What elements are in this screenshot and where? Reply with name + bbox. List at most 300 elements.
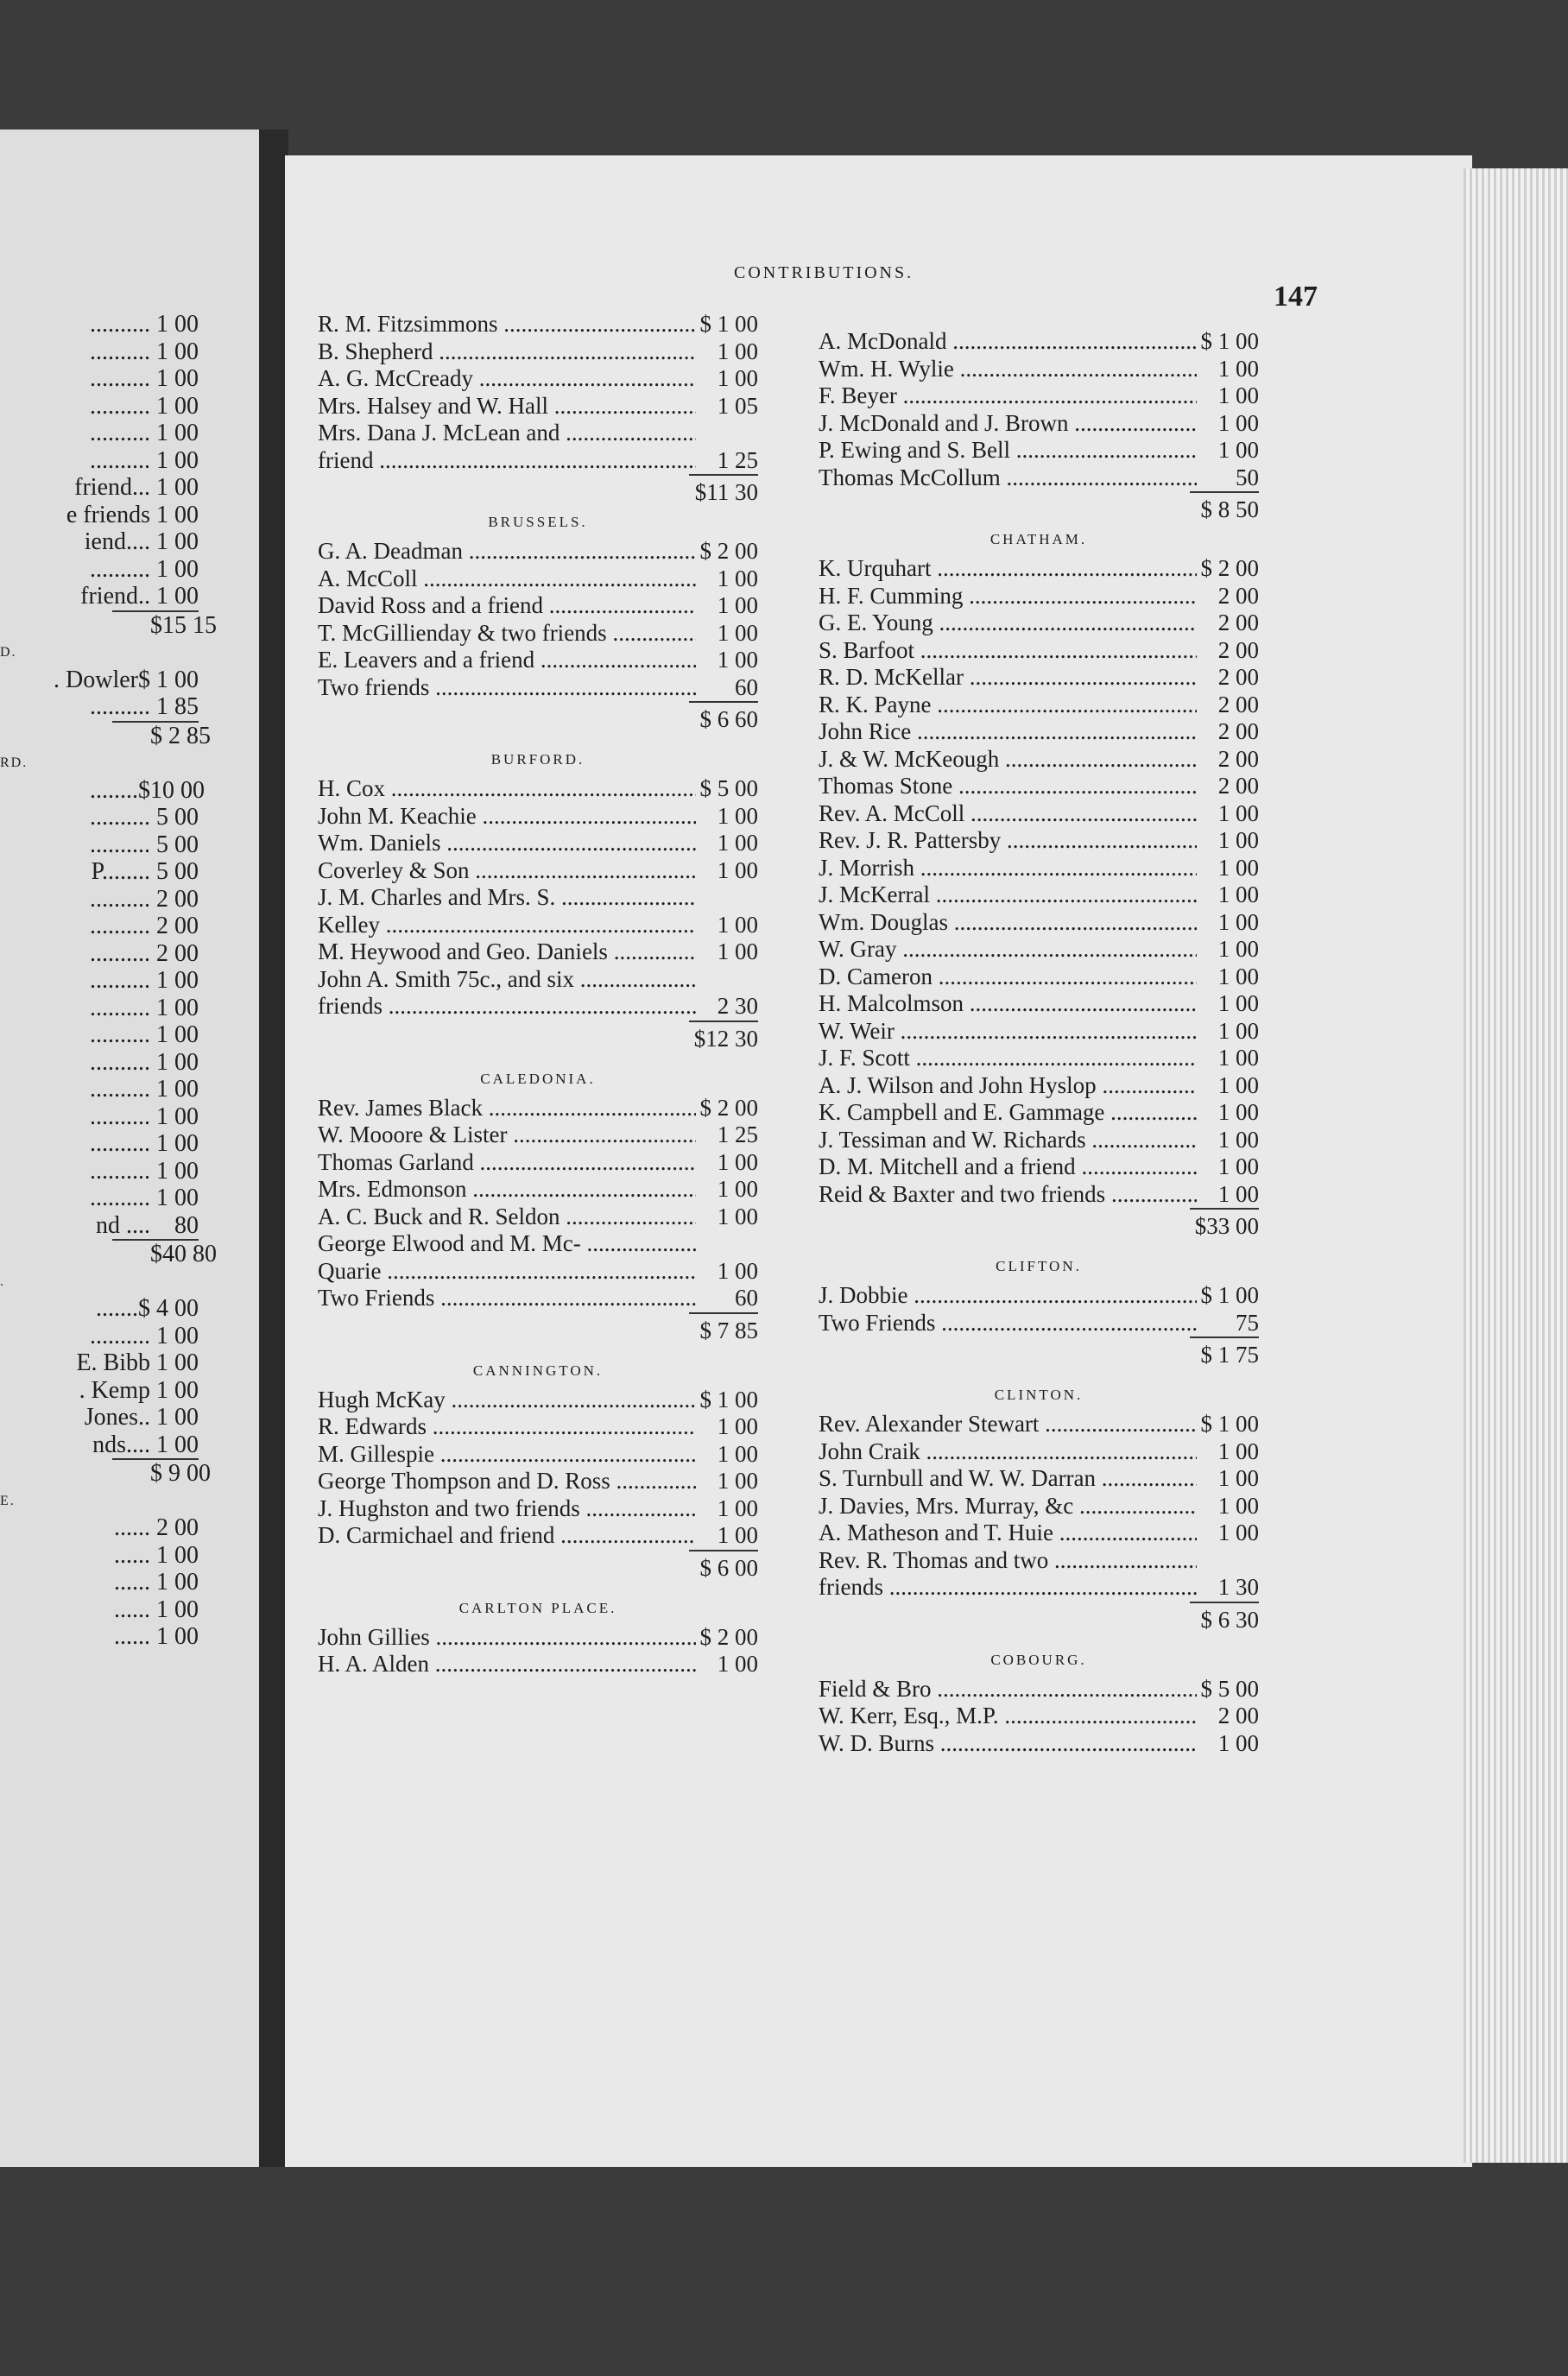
section-total [318,701,758,732]
entry-name: Wm. Daniels ..... [318,830,696,857]
page-edges [1464,168,1568,2163]
entry-amount: 1 00 [717,365,758,391]
left-fragment-line [112,610,217,640]
entry-amount: 1 00 [717,1176,758,1202]
entry-line [819,1520,1259,1547]
left-fragment-text: .......... [90,693,150,720]
left-fragment-line [0,528,199,556]
entry-name: Field & Bro ..... [819,1676,1197,1703]
left-fragment-text: .......... [90,1185,150,1211]
entry-name: K. Urquhart ..... [819,555,1197,583]
entry-line [819,1045,1259,1072]
entry-amount: 1 00 [717,1413,758,1439]
entry-line [819,1465,1259,1493]
entry-name: A. Matheson and T. Huie ..... [819,1520,1197,1547]
entry-line [819,773,1259,800]
entry-name: H. F. Cumming ..... [819,583,1197,610]
left-fragment-amount: 1 00 [156,446,199,474]
entry-name: F. Beyer ..... [819,382,1197,410]
entry-amount [696,966,758,994]
entry-amount: $ 1 00 [1200,328,1259,354]
entry-name: Two Friends ..... [318,1285,696,1312]
entry-name: friend ..... [318,447,696,475]
left-fragment-text: .......... [90,1322,150,1349]
entry-amount: 1 00 [1217,1153,1259,1179]
entry-line [819,664,1259,692]
left-fragment-line [0,1185,199,1212]
section-gap [819,1633,1259,1643]
entry-name: Mrs. Edmonson ..... [318,1176,696,1204]
entry-line [318,1204,758,1231]
entry-amount: 2 00 [1217,718,1259,744]
left-fragment-amount [150,1488,199,1515]
left-fragment-line [0,858,199,886]
left-fragment-text: e friends [66,501,150,528]
entry-line [318,1522,758,1550]
entry-name: J. Tessiman and W. Richards ..... [819,1127,1197,1154]
section-title: CHATHAM. [989,531,1088,547]
section-title: CALEDONIA. [480,1070,596,1087]
entry-amount: 1 00 [717,647,758,673]
left-fragment-line [0,804,199,831]
left-fragment-amount: 5 00 [156,804,199,831]
section-gap [819,1368,1259,1378]
section-title: CLINTON. [994,1387,1084,1403]
left-fragment-amount: 1 00 [156,1596,199,1623]
left-fragment-text: nds.... [92,1431,150,1458]
section-total [819,1208,1259,1239]
entry-amount: 1 00 [1217,1520,1259,1545]
left-fragment-amount: 1 00 [156,1322,199,1349]
entry-amount: 1 25 [717,446,758,473]
entry-name: R. D. McKellar ..... [819,664,1197,692]
left-fragment-text: iend.... [84,528,150,555]
entry-line [318,538,758,566]
left-fragment-text: nd .... [96,1211,150,1239]
entry-line [819,990,1259,1018]
entry-amount: 1 00 [717,802,758,829]
entry-line [318,912,758,939]
left-fragment-line [112,1458,211,1488]
left-fragment-line [112,1239,217,1268]
left-fragment-text [112,1241,150,1268]
entry-amount: $ 5 00 [1200,1675,1259,1702]
left-fragment-text [112,612,150,640]
entry-line [819,464,1259,492]
entry-line [819,1282,1259,1310]
entry-line [819,437,1259,464]
entry-line [318,1095,758,1122]
total-amount: $11 30 [689,474,758,505]
entry-name: R. K. Payne ..... [819,692,1197,719]
left-fragment-amount [150,749,199,777]
entry-name: J. Davies, Mrs. Murray, &c ..... [819,1493,1197,1520]
left-fragment-text: .......... [90,1130,150,1157]
left-fragment-text: .......... [90,1076,150,1103]
left-fragment-text: .......... [90,1048,150,1076]
entry-name: A. G. McCready ..... [318,365,696,393]
entry-amount: 1 00 [717,338,758,364]
total-spacer [819,491,1190,522]
entry-line [819,1127,1259,1154]
entry-amount: 1 00 [717,619,758,646]
section-gap [318,1343,758,1354]
entry-line [819,882,1259,909]
left-fragment-line [0,338,199,366]
entry-line [819,1547,1259,1575]
left-fragment-line [0,447,199,475]
left-fragment-line [0,995,199,1022]
entry-name: E. Leavers and a friend ..... [318,647,696,674]
entry-amount: 1 00 [1217,1180,1259,1207]
entry-amount: 1 00 [1217,799,1259,826]
left-fragment-amount: 1 00 [156,1048,199,1076]
left-fragment-line [0,1323,199,1350]
entry-line [318,966,758,994]
section-total [318,474,758,505]
left-fragment-amount: 1 00 [156,501,199,528]
page-number: 147 [1274,281,1318,313]
entry-name: Wm. Douglas ..... [819,909,1197,937]
entry-line [318,1624,758,1652]
entry-line [318,1122,758,1149]
left-fragment-text [112,723,150,750]
entry-amount: 1 00 [1217,1099,1259,1125]
left-fragment-text: D. [0,645,17,660]
entry-amount: 2 30 [717,993,758,1019]
entry-line [318,1176,758,1204]
entry-amount: 1 00 [1217,382,1259,408]
entry-amount: 1 00 [717,1494,758,1521]
section-gap [819,1757,1259,1767]
left-fragment-amount: 1 00 [156,1076,199,1103]
left-fragment-text: friend.. [80,583,150,610]
entry-amount: 1 00 [717,592,758,618]
entry-amount: 1 00 [1217,882,1259,907]
entry-name: W. Gray ..... [819,936,1197,964]
total-spacer [318,1021,689,1052]
entry-name: Thomas McCollum ..... [819,464,1197,492]
left-fragment-text: .......... [90,420,150,446]
left-fragment-amount [150,1268,199,1296]
section-total [819,491,1259,522]
total-amount: $33 00 [1190,1208,1259,1239]
left-fragment-amount: 1 00 [156,392,199,420]
entry-line [819,1099,1259,1127]
left-fragment-line [0,1021,199,1049]
entry-name: John Rice ..... [819,718,1197,746]
entry-name: G. E. Young ..... [819,610,1197,637]
left-fragment-text: ........$ [90,776,150,804]
entry-amount: 1 00 [1217,963,1259,989]
entry-amount: 1 00 [1217,1729,1259,1756]
left-fragment-amount: 1 00 [156,967,199,994]
entry-name: Mrs. Halsey and W. Hall ..... [318,393,696,420]
entry-name: H. A. Alden ..... [318,1651,696,1678]
total-spacer [318,474,689,505]
left-fragment-text: ...... [114,1541,150,1569]
entry-line [819,964,1259,991]
left-fragment-text: ...... [114,1623,150,1650]
left-fragment-text: . Dowler$ [54,666,150,693]
left-fragment-line [0,1049,199,1077]
entry-amount: 1 00 [717,1257,758,1284]
entry-line [318,420,758,447]
left-fragment-line [0,967,199,995]
entry-amount: 1 00 [717,1522,758,1548]
left-fragment-amount: 1 00 [156,583,199,610]
section-title: CARLTON PLACE. [458,1599,617,1616]
entry-line [819,1153,1259,1181]
entry-line [318,1258,758,1286]
left-fragment-text: ...... [114,1514,150,1541]
entry-line [318,1468,758,1495]
entry-line [819,855,1259,882]
entry-amount: $ 2 00 [699,538,758,564]
entry-line [318,674,758,702]
column-2 [819,328,1259,1767]
entry-name: D. Carmichael and friend ..... [318,1522,696,1550]
entry-amount: 1 05 [717,392,758,419]
section-total [318,1021,758,1052]
entry-name: J. F. Scott ..... [819,1045,1197,1072]
left-fragment-line [0,583,199,610]
entry-amount: 2 00 [1217,773,1259,799]
left-fragment-text: Jones.. [84,1404,150,1431]
entry-name: P. Ewing and S. Bell ..... [819,437,1197,464]
entry-amount: $ 1 00 [699,311,758,337]
left-fragment-text: .......... [90,994,150,1021]
entry-amount: 1 00 [717,856,758,883]
entry-line [819,1438,1259,1466]
left-fragment-amount: 1 00 [156,1021,199,1048]
entry-amount [1197,1547,1259,1575]
entry-name: Mrs. Dana J. McLean and ..... [318,420,696,447]
entry-amount: 1 00 [717,1651,758,1677]
entry-line [819,356,1259,383]
left-fragment-line [0,474,199,502]
left-fragment-line [0,913,199,940]
left-fragment-text [112,1460,150,1488]
entry-name: Thomas Garland ..... [318,1149,696,1177]
entry-amount: $ 5 00 [699,775,758,801]
section-total [819,1602,1259,1633]
entry-line [318,1413,758,1441]
left-fragment-line [0,886,199,913]
left-fragment-amount: 1 00 [156,555,199,583]
entry-line [318,311,758,338]
left-fragment-amount: 1 00 [156,1376,199,1404]
entry-line [819,746,1259,774]
entry-line [819,610,1259,637]
total-amount: $ 1 75 [1190,1336,1259,1368]
entry-amount: 60 [735,673,758,700]
left-fragment-line [0,420,199,447]
left-fragment-amount: 1 00 [156,311,199,338]
entry-line [318,620,758,648]
entry-line [318,1387,758,1414]
entry-amount: 1 00 [717,1468,758,1494]
entry-name: J. M. Charles and Mrs. S. ..... [318,884,696,912]
left-fragment-text: .......... [90,831,150,858]
entry-amount: 1 25 [717,1122,758,1147]
entry-line [819,692,1259,719]
total-spacer [819,1336,1190,1368]
entry-amount: $ 2 00 [699,1623,758,1650]
left-fragment-amount: 1 00 [156,1431,199,1458]
entry-amount: 1 00 [1217,1492,1259,1519]
entry-name: Kelley ..... [318,912,696,939]
left-fragment-amount: 1 00 [156,1541,199,1569]
book-gutter [259,130,288,2167]
column-1 [318,311,758,1689]
left-fragment-line [0,1377,199,1405]
left-fragment-line [112,721,211,750]
total-amount: $ 6 60 [689,701,758,732]
entry-line [819,328,1259,356]
entry-amount: 1 00 [1217,1126,1259,1153]
left-fragment-text: .......... [90,939,150,967]
entry-name: Rev. Alexander Stewart ..... [819,1411,1197,1438]
entry-line [318,647,758,674]
left-fragment-text: friend... [74,474,150,501]
entry-name: M. Gillespie ..... [318,1441,696,1469]
entry-name: W. Weir ..... [819,1018,1197,1046]
left-fragment-line [0,667,199,694]
entry-amount: $ 1 00 [699,1386,758,1412]
entry-name: A. McColl ..... [318,566,696,593]
entry-line [819,1676,1259,1703]
entry-line [318,592,758,620]
entry-amount: 2 00 [1217,610,1259,635]
entry-line [318,1149,758,1177]
left-fragment-amount: 1 00 [156,1623,199,1650]
total-amount: $ 7 85 [689,1312,758,1343]
entry-line [819,583,1259,610]
left-fragment-amount: 1 00 [156,528,199,555]
entry-amount: 1 00 [1217,355,1259,382]
left-fragment-amount: 1 00 [156,666,199,693]
entry-line [819,410,1259,438]
entry-line [318,857,758,885]
left-fragment-line [0,1596,199,1624]
left-fragment-text: ...... [114,1569,150,1596]
entry-line [318,830,758,857]
left-fragment-amount: 1 00 [156,1103,199,1130]
total-amount: $ 6 00 [689,1550,758,1581]
left-fragment-amount: 5 00 [156,858,199,885]
entry-amount: 2 00 [1217,1703,1259,1728]
entry-line [819,1493,1259,1520]
entry-line [318,365,758,393]
left-fragment-line [0,639,199,667]
left-fragment-line [0,1569,199,1596]
section-title: BURFORD. [490,751,585,768]
section-gap [318,732,758,742]
section-gap [819,1239,1259,1249]
entry-name: friends ..... [318,993,696,1021]
left-fragment-amount: 1 00 [156,365,199,392]
entry-name: George Elwood and M. Mc- ..... [318,1230,696,1258]
left-fragment-amount: 2 00 [156,885,199,913]
entry-name: S. Barfoot ..... [819,637,1197,665]
entry-line [819,1181,1259,1209]
section-total [819,1336,1259,1368]
entry-line [819,1072,1259,1100]
entry-amount: 1 00 [1217,1017,1259,1044]
left-fragment-line [0,393,199,420]
entry-amount: 1 00 [1217,908,1259,935]
left-fragment-text: P........ [91,858,150,885]
left-fragment-text: .......... [90,311,150,338]
total-spacer [819,1602,1190,1633]
left-fragment-text: . Kemp [79,1376,150,1404]
left-fragment-text: RD. [0,755,28,770]
left-fragment-text: .......... [90,446,150,474]
left-fragment-line [0,1103,199,1131]
left-fragment-line [0,311,199,338]
entry-amount: 50 [1236,464,1259,490]
entry-name: John Gillies ..... [318,1624,696,1652]
entry-line [318,566,758,593]
left-fragment-line [0,1268,199,1296]
entry-line [819,909,1259,937]
left-fragment-amount: $ 9 00 [150,1460,211,1487]
entry-line [819,1574,1259,1602]
left-fragment-text: .......... [90,338,150,365]
entry-name: K. Campbell and E. Gammage ..... [819,1099,1197,1127]
entry-amount: $ 2 00 [699,1094,758,1121]
entry-amount: 1 00 [1217,1071,1259,1098]
left-fragment-line [0,940,199,968]
left-fragment-amount [150,639,199,667]
left-fragment-amount: 1 00 [156,1157,199,1185]
left-fragment-amount: 1 00 [156,1130,199,1157]
entry-line [318,884,758,912]
entry-name: G. A. Deadman ..... [318,538,696,566]
entry-amount: 2 00 [1217,636,1259,663]
entry-line [819,718,1259,746]
entry-amount: 1 00 [1217,1045,1259,1071]
entry-name: W. Mooore & Lister ..... [318,1122,696,1149]
left-fragment-amount: 1 00 [156,1185,199,1211]
entry-name: Wm. H. Wylie ..... [819,356,1197,383]
left-fragment-amount: 5 00 [156,831,199,858]
left-fragment-line [0,502,199,529]
entry-line [819,1703,1259,1730]
entry-line [318,1495,758,1523]
entry-amount: 1 00 [717,830,758,856]
entry-name: Two friends ..... [318,674,696,702]
entry-name: David Ross and a friend ..... [318,592,696,620]
entry-amount: 1 00 [717,565,758,591]
total-spacer [318,701,689,732]
left-fragment-text: .......... [90,365,150,392]
entry-name: J. McDonald and J. Brown ..... [819,410,1197,438]
entry-name: J. Morrish ..... [819,855,1197,882]
left-fragment-line [0,831,199,859]
left-fragment-line [0,556,199,584]
left-fragment-amount: 1 85 [156,693,199,720]
left-fragment-text: .......... [90,1157,150,1185]
entry-amount: 2 00 [1217,691,1259,717]
entry-line [819,382,1259,410]
left-fragment-text: E. Bibb [76,1349,150,1376]
entry-amount: 2 00 [1217,664,1259,690]
left-page-column [0,311,217,1651]
entry-line [318,938,758,966]
entry-name: D. Cameron ..... [819,964,1197,991]
